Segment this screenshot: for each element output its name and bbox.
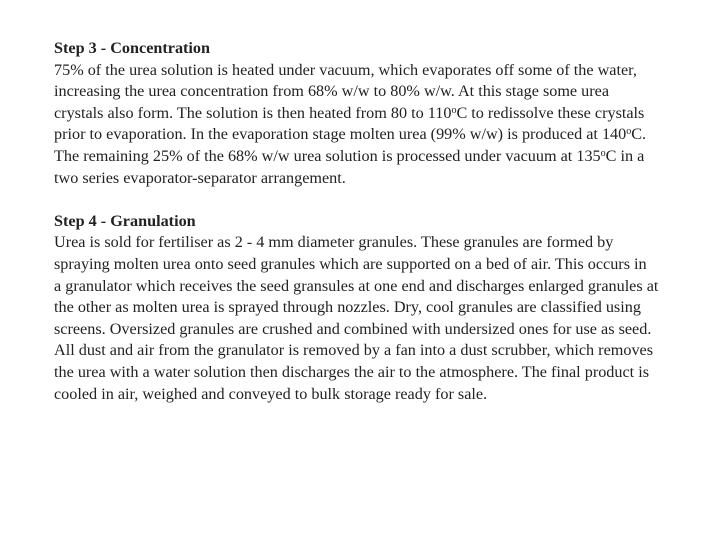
document-body [54, 38, 684, 405]
paragraph-line: two series evaporator-separator arrangement. [54, 168, 346, 187]
heading-step-title: - Granulation [96, 211, 196, 230]
paragraph-line: Urea is sold for fertiliser as 2 - 4 mm diameter granules. These granules are formed by [54, 233, 614, 252]
line-text: C. [631, 125, 647, 144]
paragraph-line [54, 124, 684, 146]
degree-symbol: o [626, 126, 632, 138]
paragraph-line: increasing the urea concentration from 68% w/w to 80% w/w. At this stage some urea [54, 82, 610, 101]
paragraph-line: All dust and air from the granulator is removed by a fan into a dust scrubber, which removes [54, 341, 654, 360]
heading-step-number: Step 4 [54, 211, 97, 230]
line-text: The remaining 25% of the 68% w/w urea solution is processed under vacuum at 135 [54, 146, 601, 165]
line-text: C in a [605, 146, 645, 165]
line-text: prior to evaporation. In the evaporation stage molten urea (99% w/w) is produced at 140 [54, 125, 627, 144]
paragraph-line: spraying molten urea onto seed granules which are supported on a bed of air. This occurs in [54, 254, 647, 273]
paragraph-line [54, 146, 684, 168]
line-text: crystals also form. The solution is then heated from 80 to 110 [54, 103, 452, 122]
paragraph-line: a granulator which receives the seed gransules at one end and discharges enlarged granules at [54, 276, 659, 295]
section-step-4 [54, 211, 684, 405]
heading-step-title: - Concentration [96, 39, 211, 57]
section-step-3 [54, 38, 684, 189]
degree-symbol: o [451, 104, 457, 116]
degree-symbol: o [600, 147, 606, 159]
paragraph-line [54, 103, 684, 125]
paragraph-line: the other as molten urea is sprayed through nozzles. Dry, cool granules are classified using [54, 298, 641, 317]
paragraph-line: the urea with a water solution then discharges the air to the atmosphere. The final product is [54, 362, 650, 381]
paragraph-line: cooled in air, weighed and conveyed to bulk storage ready for sale. [54, 384, 488, 403]
paragraph-line: screens. Oversized granules are crushed and combined with undersized ones for use as seed. [54, 319, 652, 338]
heading-step-number: Step 3 [54, 39, 97, 57]
paragraph-line: 75% of the urea solution is heated under vacuum, which evaporates off some of the water, [54, 60, 637, 79]
line-text: C to redissolve these crystals [456, 103, 645, 122]
section-heading-step-4 [54, 211, 684, 233]
section-heading-step-3 [54, 38, 684, 60]
